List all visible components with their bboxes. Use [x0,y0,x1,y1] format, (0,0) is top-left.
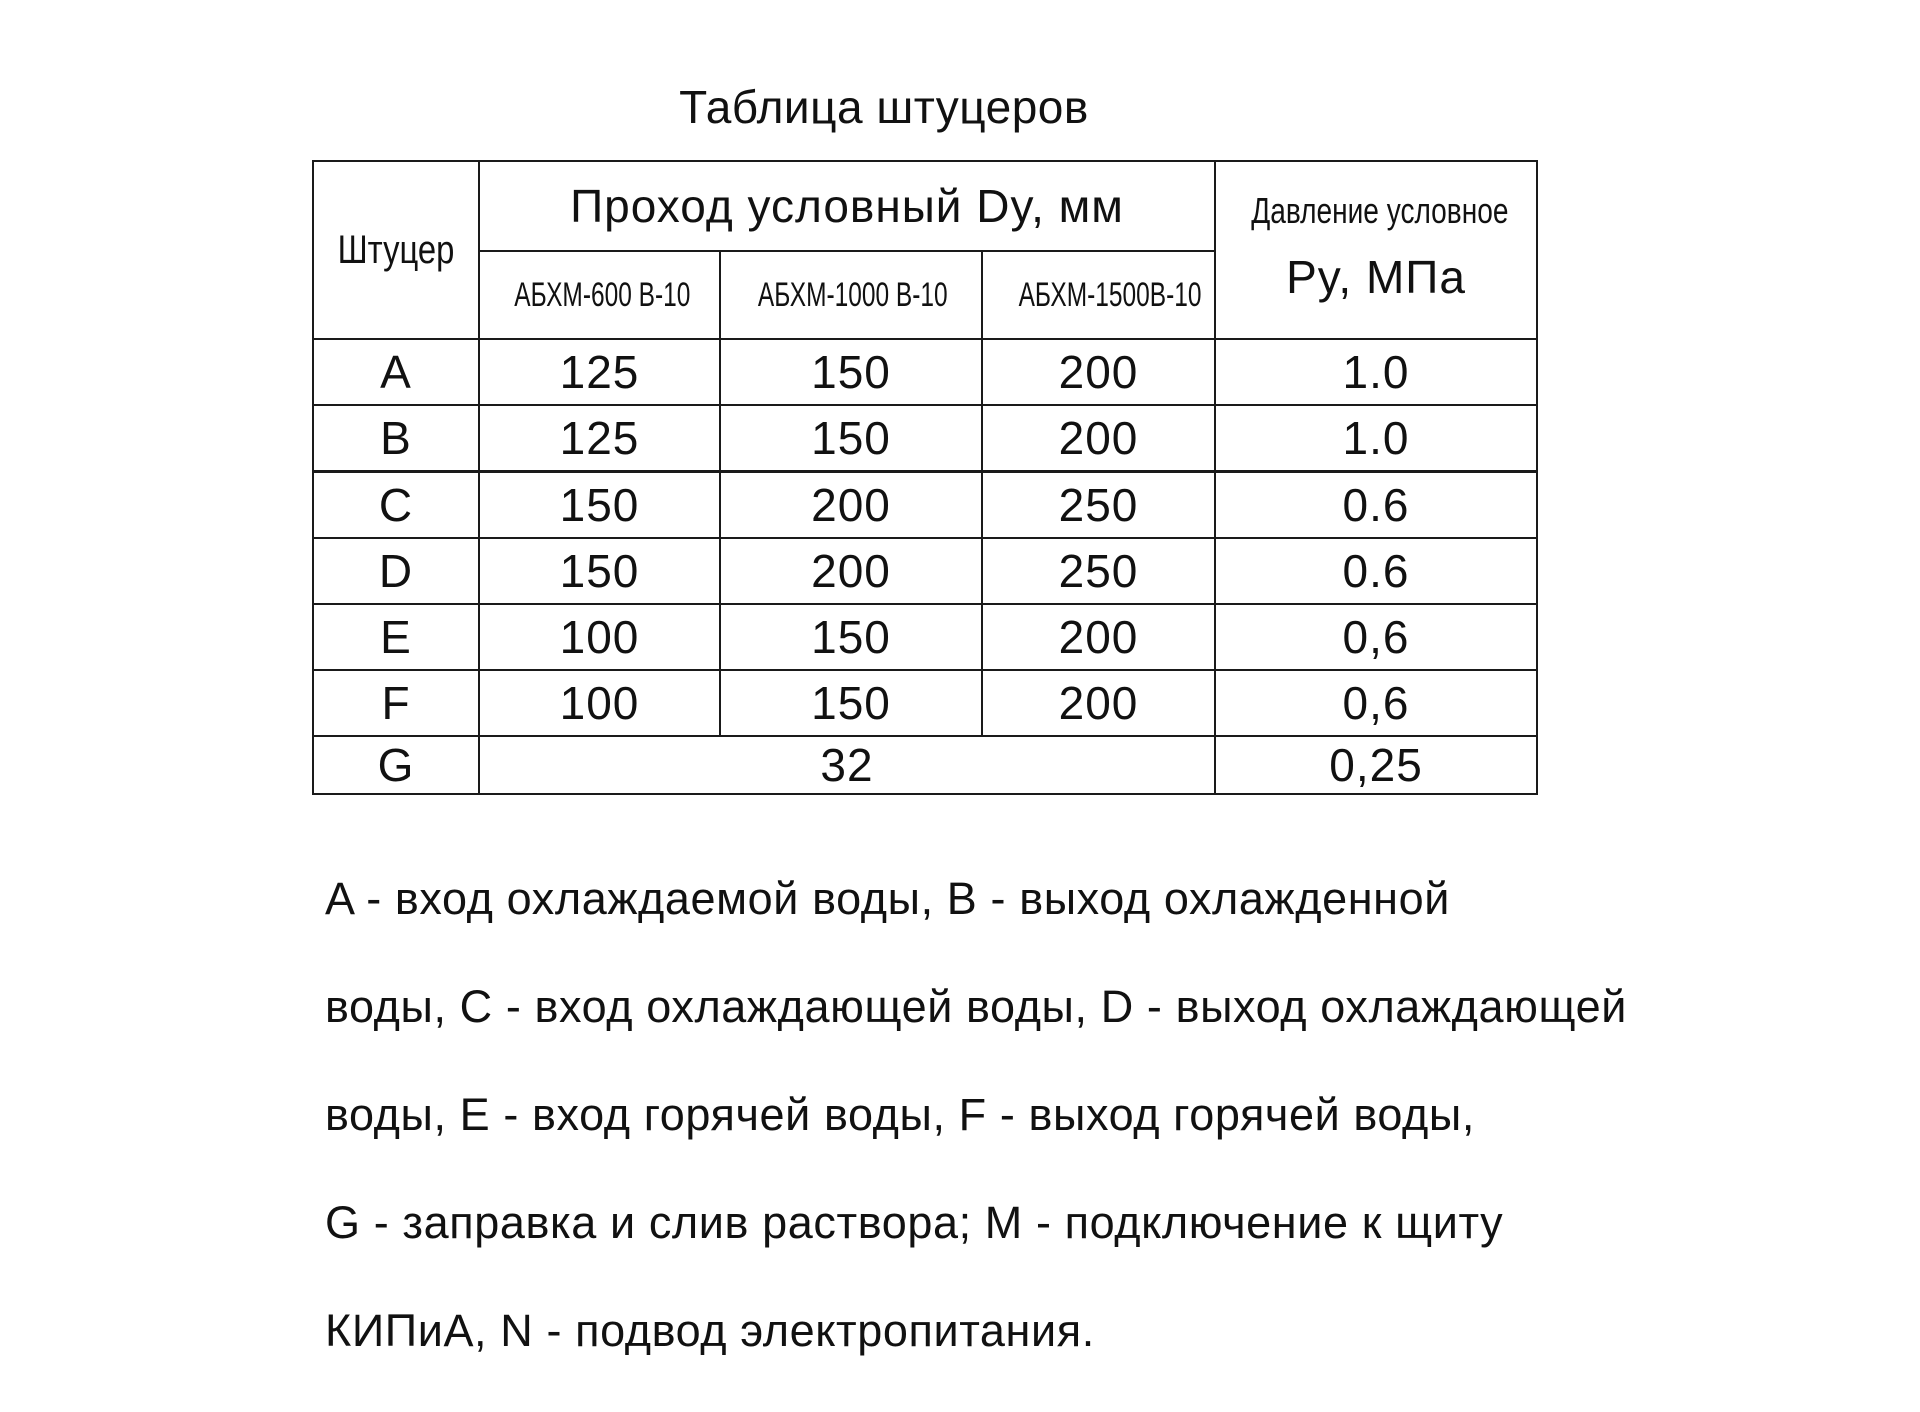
cell-bore-1000: 150 [720,670,982,736]
cell-pressure: 0,6 [1215,670,1537,736]
legend-line: A - вход охлаждаемой воды, B - выход охлажденной [325,873,1450,924]
header-pressure [1215,161,1537,339]
cell-bore-1500: 200 [982,670,1215,736]
cell-pressure: 1.0 [1215,405,1537,472]
legend-line: G - заправка и слив раствора; M - подключение к щиту [325,1197,1504,1248]
header-model-600-label: АБХМ-600 В-10 [514,275,691,314]
cell-bore-1000: 150 [720,339,982,405]
table-row [313,538,1537,604]
cell-bore-1000: 200 [720,472,982,539]
legend-line: воды, C - вход охлаждающей воды, D - выход охлаждающей [325,981,1627,1032]
cell-bore-600: 150 [479,472,720,539]
header-fitting-label: Штуцер [337,227,455,272]
header-model-1000-label: АБХМ-1000 В-10 [757,275,948,314]
cell-bore-600: 100 [479,604,720,670]
cell-bore-1500: 200 [982,405,1215,472]
header-model-1000 [720,251,982,339]
cell-fitting: F [313,670,479,736]
table-row [313,472,1537,539]
cell-bore-1500: 200 [982,339,1215,405]
cell-fitting: E [313,604,479,670]
table-row [313,604,1537,670]
cell-pressure: 0.6 [1215,472,1537,539]
header-model-1500-label: АБХМ-1500В-10 [1018,275,1202,314]
header-nominal-bore: Проход условный Dy, мм [479,161,1215,251]
header-model-600 [479,251,720,339]
cell-bore-1500: 200 [982,604,1215,670]
table-row [313,670,1537,736]
cell-fitting: C [313,472,479,539]
legend-line: КИПиА, N - подвод электропитания. [325,1305,1095,1356]
cell-fitting: A [313,339,479,405]
fittings-table [312,160,1538,795]
cell-bore-600: 125 [479,339,720,405]
cell-bore-1000: 200 [720,538,982,604]
cell-fitting: B [313,405,479,472]
header-pressure-line2: Py, МПа [1286,251,1466,303]
cell-pressure: 1.0 [1215,339,1537,405]
cell-bore-all: 32 [479,736,1215,794]
header-fitting [313,161,479,339]
cell-fitting: D [313,538,479,604]
cell-fitting: G [313,736,479,794]
cell-bore-1500: 250 [982,538,1215,604]
cell-pressure: 0.6 [1215,538,1537,604]
page-title: Таблица штуцеров [679,81,1089,133]
header-pressure-line1: Давление условное [1251,190,1509,231]
header-row-1 [313,161,1537,251]
legend-text [325,818,1885,1412]
table-row [313,339,1537,405]
cell-bore-600: 100 [479,670,720,736]
cell-pressure: 0,25 [1215,736,1537,794]
legend-line: воды, E - вход горячей воды, F - выход горячей воды, [325,1089,1475,1140]
cell-bore-1000: 150 [720,604,982,670]
cell-bore-1500: 250 [982,472,1215,539]
cell-pressure: 0,6 [1215,604,1537,670]
cell-bore-600: 150 [479,538,720,604]
cell-bore-1000: 150 [720,405,982,472]
table-row [313,405,1537,472]
table-row [313,736,1537,794]
cell-bore-600: 125 [479,405,720,472]
header-model-1500 [982,251,1215,339]
